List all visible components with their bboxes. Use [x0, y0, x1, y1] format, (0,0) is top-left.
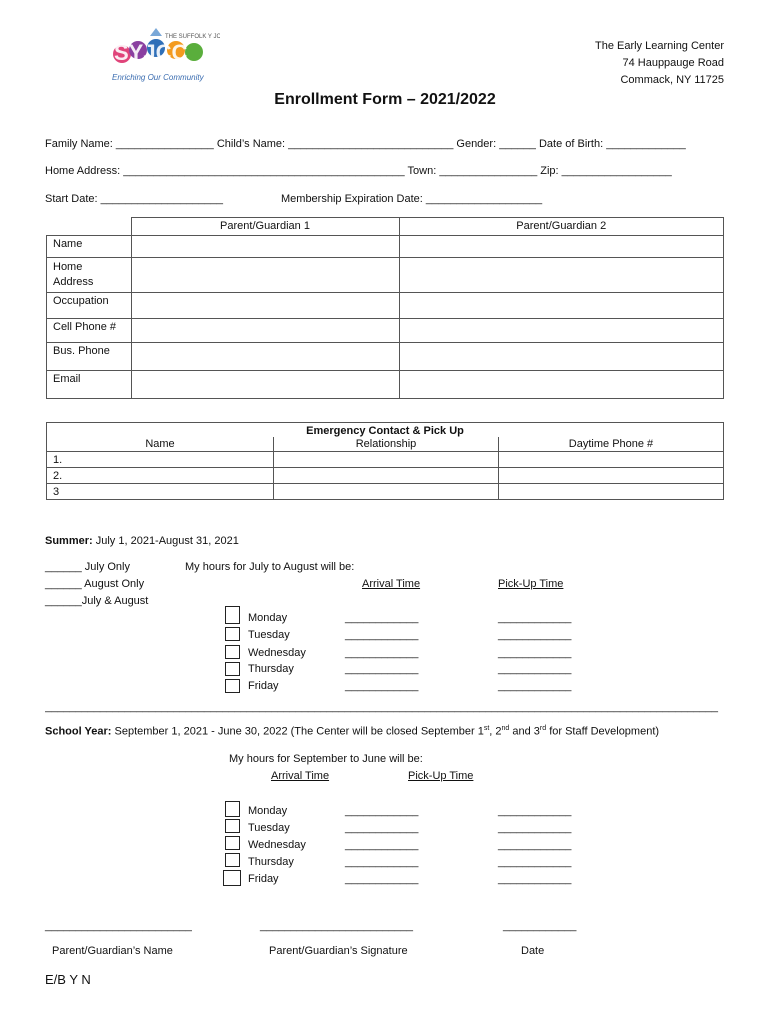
guardian-signature-label: Parent/Guardian’s Signature	[269, 945, 408, 957]
summer-arrival-blank[interactable]: ____________	[345, 612, 419, 624]
emergency-row-number: 3	[47, 484, 274, 500]
emergency-cell[interactable]	[274, 484, 499, 500]
syjcc-logo	[110, 28, 220, 84]
school-arrival-blank[interactable]: ____________	[345, 856, 419, 868]
emergency-contact-table	[46, 422, 724, 500]
summer-hours-label: My hours for July to August will be:	[185, 561, 355, 573]
summer-friday-checkbox[interactable]	[225, 679, 240, 693]
logo-text: SYJCC	[114, 40, 188, 65]
school-tuesday-checkbox[interactable]	[225, 819, 240, 833]
school-year-text: September 1, 2021 - June 30, 2022 (The Center will be closed September 1	[111, 725, 484, 738]
parent2-header: Parent/Guardian 2	[399, 218, 724, 236]
school-arrival-blank[interactable]: ____________	[345, 805, 419, 817]
parent-guardian-table	[46, 217, 724, 399]
summer-pickup-blank[interactable]: ____________	[498, 647, 572, 659]
parent2-cell[interactable]	[399, 343, 724, 371]
summer-arrival-blank[interactable]: ____________	[345, 629, 419, 641]
summer-tuesday-checkbox[interactable]	[225, 627, 240, 641]
row-label: Email	[47, 371, 132, 399]
date-label: Date	[521, 945, 545, 957]
summer-label: Summer:	[45, 535, 93, 547]
parent2-cell[interactable]	[399, 319, 724, 343]
school-year-text: for Staff Development)	[546, 725, 660, 738]
school-pickup-blank[interactable]: ____________	[498, 822, 572, 834]
summer-pickup-header: Pick-Up Time	[498, 578, 564, 590]
parent1-header: Parent/Guardian 1	[131, 218, 399, 236]
school-pickup-blank[interactable]: ____________	[498, 873, 572, 885]
summer-heading	[45, 535, 239, 547]
school-arrival-blank[interactable]: ____________	[345, 873, 419, 885]
school-day-label: Monday	[248, 805, 288, 817]
summer-day-label: Monday	[248, 612, 288, 624]
row-label: Name	[47, 236, 132, 258]
summer-pickup-blank[interactable]: ____________	[498, 663, 572, 675]
emergency-header-phone: Daytime Phone #	[499, 437, 724, 452]
parent1-cell[interactable]	[131, 319, 399, 343]
section-separator: ______________________________________________________________________________________________________________	[45, 701, 718, 713]
emergency-title: Emergency Contact & Pick Up	[47, 423, 724, 438]
address-line: The Early Learning Center	[594, 40, 724, 52]
membership-field[interactable]: Membership Expiration Date: ___________________	[281, 193, 543, 205]
school-year-text: , 2	[489, 725, 502, 738]
parent1-cell[interactable]	[131, 343, 399, 371]
guardian-name-label: Parent/Guardian’s Name	[52, 945, 173, 957]
school-day-label: Tuesday	[248, 822, 290, 834]
guardian-signature-line[interactable]: _________________________	[260, 920, 413, 932]
start-date-field[interactable]: Start Date: ____________________	[45, 193, 223, 205]
ordinal-suffix: rd	[539, 725, 547, 732]
summer-option-both[interactable]: ______July & August	[45, 595, 149, 607]
school-day-label: Wednesday	[248, 839, 306, 851]
family-info-row[interactable]: Family Name: ________________ Child’s Name: ___________________________ Gender: ______ Date of Birth: _____________	[45, 138, 686, 150]
school-wednesday-checkbox[interactable]	[225, 836, 240, 850]
school-day-label: Friday	[248, 873, 279, 885]
summer-wednesday-checkbox[interactable]	[225, 645, 240, 659]
summer-pickup-blank[interactable]: ____________	[498, 612, 572, 624]
emergency-cell[interactable]	[499, 484, 724, 500]
summer-day-label: Wednesday	[248, 647, 306, 659]
address-line: 74 Hauppauge Road	[622, 57, 724, 69]
summer-arrival-blank[interactable]: ____________	[345, 680, 419, 692]
school-pickup-blank[interactable]: ____________	[498, 856, 572, 868]
summer-option-august[interactable]: ______ August Only	[45, 578, 145, 590]
school-year-text: and 3	[509, 725, 540, 738]
emergency-row-number: 2.	[47, 468, 274, 484]
school-year-label: School Year:	[45, 725, 112, 738]
summer-thursday-checkbox[interactable]	[225, 662, 240, 676]
ordinal-suffix: nd	[501, 725, 510, 732]
emergency-header-relationship: Relationship	[274, 437, 499, 452]
parent2-cell[interactable]	[399, 236, 724, 258]
summer-day-label: Thursday	[248, 663, 294, 675]
guardian-name-line[interactable]: ________________________	[45, 920, 192, 932]
parent1-cell[interactable]	[131, 236, 399, 258]
school-hours-label: My hours for September to June will be:	[229, 753, 423, 765]
parent2-cell[interactable]	[399, 258, 724, 293]
school-day-label: Thursday	[248, 856, 294, 868]
emergency-cell[interactable]	[274, 468, 499, 484]
emergency-row-number: 1.	[47, 452, 274, 468]
logo-tagline: Enriching Our Community	[112, 73, 204, 82]
school-thursday-checkbox[interactable]	[225, 853, 240, 867]
summer-arrival-header: Arrival Time	[362, 578, 421, 590]
summer-day-label: Friday	[248, 680, 279, 692]
emergency-cell[interactable]	[499, 452, 724, 468]
parent2-cell[interactable]	[399, 293, 724, 319]
center-address	[595, 38, 724, 89]
school-pickup-blank[interactable]: ____________	[498, 839, 572, 851]
school-pickup-blank[interactable]: ____________	[498, 805, 572, 817]
school-arrival-blank[interactable]: ____________	[345, 822, 419, 834]
school-friday-checkbox[interactable]	[223, 870, 241, 886]
school-year-heading	[45, 725, 659, 738]
school-pickup-header: Pick-Up Time	[408, 770, 474, 782]
summer-monday-checkbox[interactable]	[225, 606, 240, 624]
emergency-cell[interactable]	[274, 452, 499, 468]
school-arrival-blank[interactable]: ____________	[345, 839, 419, 851]
logo-top-text: THE SUFFOLK Y JCC	[165, 34, 220, 40]
summer-arrival-blank[interactable]: ____________	[345, 647, 419, 659]
footer-code: E/B Y N	[45, 972, 91, 987]
summer-pickup-blank[interactable]: ____________	[498, 629, 572, 641]
address-row[interactable]: Home Address: ______________________________________________ Town: ________________ Zip: __________________	[45, 165, 672, 177]
summer-day-label: Tuesday	[248, 629, 290, 641]
address-line: Commack, NY 11725	[620, 74, 724, 86]
school-monday-checkbox[interactable]	[225, 801, 240, 817]
summer-option-july[interactable]: ______ July Only	[45, 561, 130, 573]
emergency-cell[interactable]	[499, 468, 724, 484]
row-label: Cell Phone #	[47, 319, 132, 343]
parent2-cell[interactable]	[399, 371, 724, 399]
parent1-cell[interactable]	[131, 371, 399, 399]
form-title: Enrollment Form – 2021/2022	[274, 91, 496, 108]
school-arrival-header: Arrival Time	[271, 770, 330, 782]
row-label: Bus. Phone	[47, 343, 132, 371]
date-line[interactable]: ____________	[503, 920, 577, 932]
parent1-cell[interactable]	[131, 258, 399, 293]
parent1-cell[interactable]	[131, 293, 399, 319]
row-label: Occupation	[47, 293, 132, 319]
summer-dates: July 1, 2021-August 31, 2021	[92, 535, 239, 547]
row-label: Home Address	[47, 258, 132, 293]
summer-pickup-blank[interactable]: ____________	[498, 680, 572, 692]
emergency-header-name: Name	[47, 437, 274, 452]
ordinal-suffix: st	[483, 725, 490, 732]
summer-arrival-blank[interactable]: ____________	[345, 663, 419, 675]
